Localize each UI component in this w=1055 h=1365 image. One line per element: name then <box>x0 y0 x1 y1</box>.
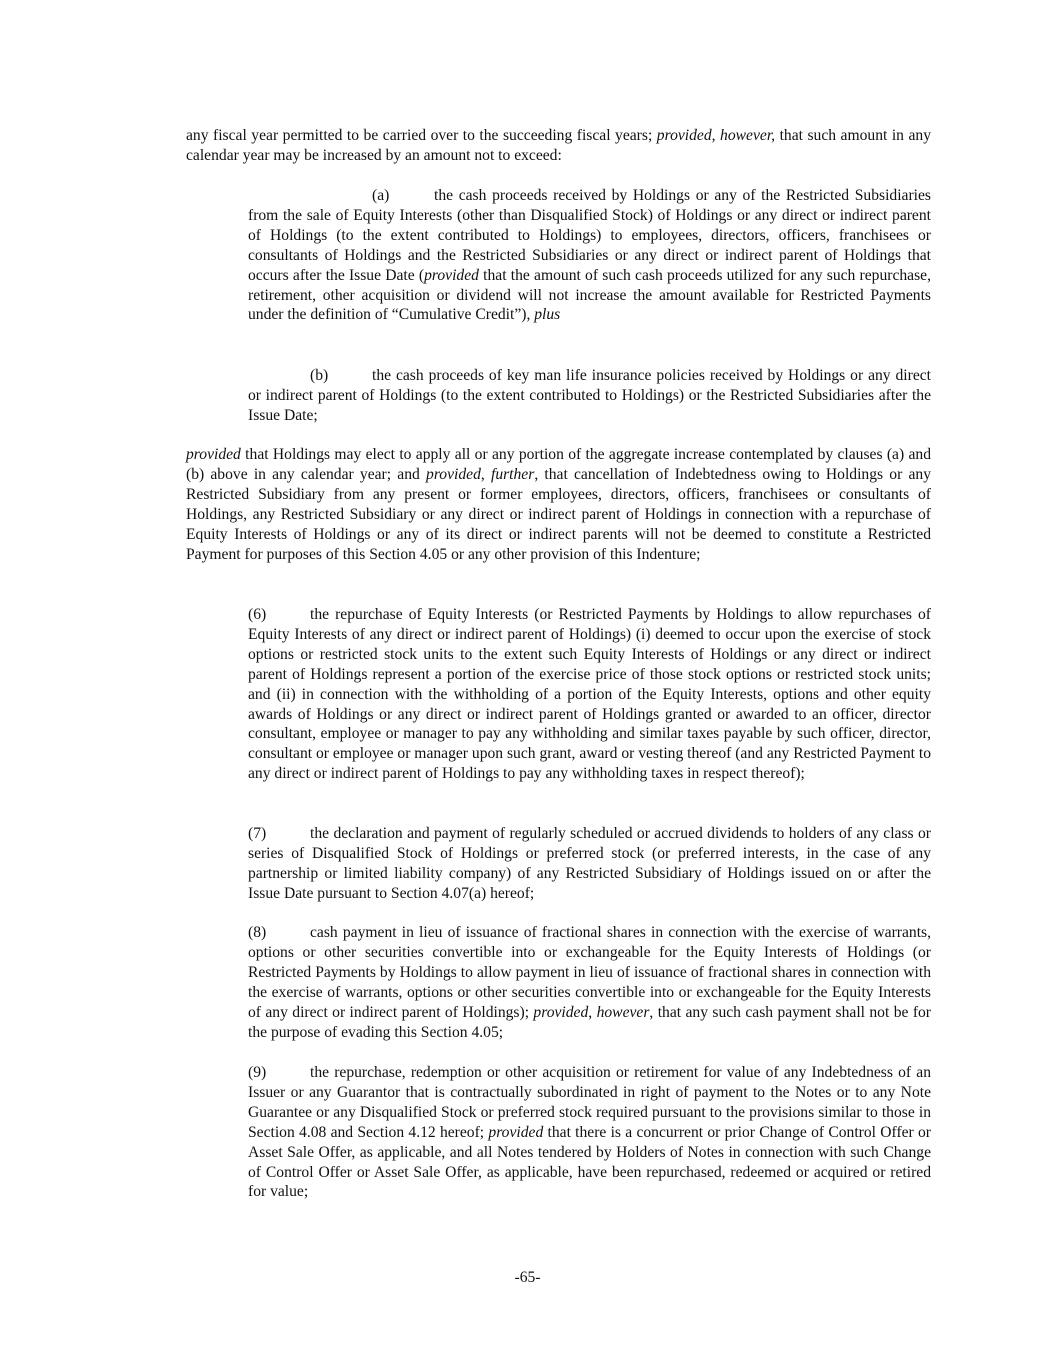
clause-9: (9) the repurchase, redemption or other acquisition or retirement for value of any Indebtedness of an Issuer or any Guarantor that is contractually subordinated in right of payment to the Notes or to any Note Guarantee or any Disqualified Stock or preferred stock required pursuant to the provisions similar to those in Section 4.08 and Section 4.12 hereof; provided that there is a concurrent or prior Change of Control Offer or Asset Sale Offer, as applicable, and all Notes tendered by Holders of Notes in connection with such Change of Control Offer or Asset Sale Offer, as applicable, have been repurchased, redeemed or acquired or retired for value; <box>248 1064 931 1201</box>
clause-9-number: (9) <box>248 1064 267 1081</box>
clause-a: (a) the cash proceeds received by Holdings or any of the Restricted Subsidiaries from the sale of Equity Interests (other than Disqualified Stock) of Holdings or any direct or indirect parent of Holdings (to the extent contributed to Holdings) to employees, directors, officers, franchisees or consultants of Holdings and the Restricted Subsidiaries or any direct or indirect parent of Holdings that occurs after the Issue Date (provided that the amount of such cash proceeds utilized for any such repurchase, retirement, other acquisition or dividend will not increase the amount available for Restricted Payments under the definition of “Cumulative Credit”), plus <box>248 187 931 324</box>
clause-8-number: (8) <box>248 924 267 941</box>
clause-6: (6) the repurchase of Equity Interests (or Restricted Payments by Holdings to allow repurchases of Equity Interests of any direct or indirect parent of Holdings) (i) deemed to occur upon the exercise of stock options or restricted stock units to the extent such Equity Interests of Holdings or any direct or indirect parent of Holdings represent a portion of the exercise price of those stock options or restricted stock units; and (ii) in connection with the withholding of a portion of the Equity Interests, options and other equity awards of Holdings or any direct or indirect parent of Holdings granted or awarded to an officer, director consultant, employee or manager to pay any withholding and similar taxes payable by such officer, director, consultant or employee or manager upon such grant, award or vesting thereof (and any Restricted Payment to any direct or indirect parent of Holdings to pay any withholding taxes in respect thereof); <box>248 606 931 783</box>
clause-7: (7) the declaration and payment of regularly scheduled or accrued dividends to holders of any class or series of Disqualified Stock of Holdings or preferred stock (or preferred interests, in the case of any partnership or limited liability company) of any Restricted Subsidiary of Holdings issued on or after the Issue Date pursuant to Section 4.07(a) hereof; <box>248 825 931 902</box>
clause-8: (8) cash payment in lieu of issuance of fractional shares in connection with the exercise of warrants, options or other securities convertible into or exchangeable for the Equity Interests of Holdings (or Restricted Payments by Holdings to allow payment in lieu of issuance of fractional shares in connection with the exercise of warrants, options or other securities convertible into or exchangeable for the Equity Interests of any direct or indirect parent of Holdings); provided, however, that any such cash payment shall not be for the purpose of evading this Section 4.05; <box>248 924 931 1041</box>
clause-b-number: (b) <box>310 367 329 384</box>
paragraph-provided: provided that Holdings may elect to apply all or any portion of the aggregate increase contemplated by clauses (a) and (b) above in any calendar year; and provided, further, that cancellation of Indebtedness owing to Holdings or any Restricted Subsidiary from any present or former employees, directors, officers, franchisees or consultants of Holdings, any Restricted Subsidiary or any direct or indirect parent of Holdings in connection with a repurchase of Equity Interests of Holdings or any of its direct or indirect parents will not be deemed to constitute a Restricted Payment for purposes of this Section 4.05 or any other provision of this Indenture; <box>186 446 931 563</box>
clause-b: (b) the cash proceeds of key man life insurance policies received by Holdings or any direct or indirect parent of Holdings (to the extent contributed to Holdings) or the Restricted Subsidiaries after the Issue Date; <box>248 367 931 424</box>
paragraph-carryover: any fiscal year permitted to be carried over to the succeeding fiscal years; provided, however, that such amount in any calendar year may be increased by an amount not to exceed: <box>186 127 931 164</box>
clause-a-number: (a) <box>372 187 390 204</box>
page-number: -65- <box>514 1269 541 1286</box>
clause-7-number: (7) <box>248 825 267 842</box>
clause-6-number: (6) <box>248 606 267 623</box>
